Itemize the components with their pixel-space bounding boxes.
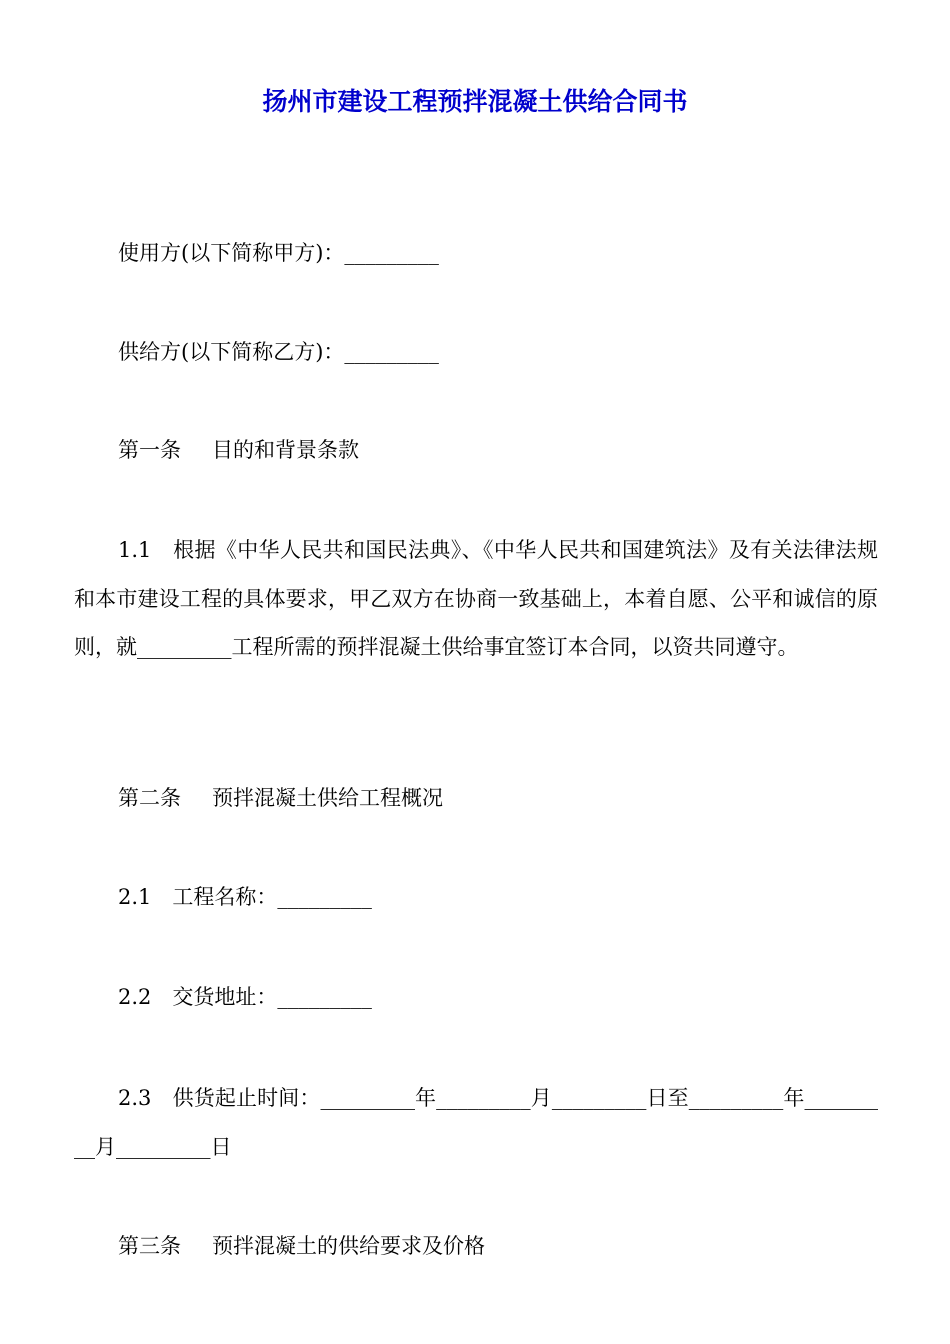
document-title: 扬州市建设工程预拌混凝土供给合同书	[262, 87, 688, 116]
clause-2-2: 2.2 交货地址：_________	[118, 985, 372, 1009]
article-2-title: 预拌混凝土供给工程概况	[212, 786, 443, 810]
article-1-number: 第一条	[118, 438, 181, 462]
party-b-line: 供给方(以下简称乙方)：_________	[118, 340, 439, 364]
clause-2-3: 2.3 供货起止时间：_________年_________月_________日至_________年_________月_________日	[74, 1086, 878, 1159]
article-3-number: 第三条	[118, 1234, 181, 1258]
article-2-number: 第二条	[118, 786, 181, 810]
clause-1-1: 1.1 根据《中华人民共和国民法典》、《中华人民共和国建筑法》及有关法律法规和本市建设工程的具体要求，甲乙双方在协商一致基础上，本着自愿、公平和诚信的原则，就_________工程所需的预拌混凝土供给事宜签订本合同，以资共同遵守。	[74, 538, 878, 659]
article-1-title: 目的和背景条款	[212, 438, 359, 462]
clause-2-1: 2.1 工程名称：_________	[118, 885, 372, 909]
article-3-title: 预拌混凝土的供给要求及价格	[212, 1234, 485, 1258]
article-1-heading	[118, 433, 359, 467]
article-3-heading	[118, 1229, 485, 1263]
party-a-line: 使用方(以下简称甲方)：_________	[118, 241, 439, 265]
article-2-heading	[118, 781, 443, 815]
